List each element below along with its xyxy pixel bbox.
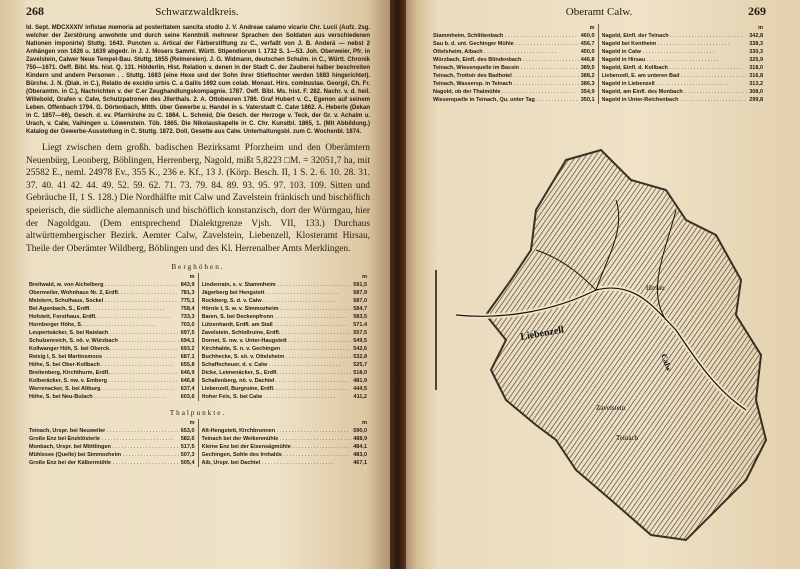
unit-label: m	[189, 420, 195, 427]
table-row	[202, 321, 368, 329]
place-name: Schulzenreich, S. nö. v. Würzbach . . .	[29, 337, 179, 345]
table-row	[29, 345, 195, 353]
elevation-value: 525,7	[353, 362, 367, 369]
elevation-value: 456,7	[580, 41, 595, 47]
table-row	[29, 305, 195, 313]
elevation-value: 299,8	[749, 97, 763, 103]
elevation-table	[430, 24, 766, 104]
table-row	[202, 369, 368, 377]
table-row	[29, 377, 195, 385]
elevation-value: 582,6	[180, 436, 195, 443]
elevation-value: 325,9	[749, 57, 763, 63]
unit-label: m	[758, 25, 763, 31]
bibliography-text: Id. Sept. MDCXXXIV infistae memoria ad posteritatem sancita studio J. V. Andreae calamo vicario Chr. Lucii (Aufz. 2sg. welcher der Zerstörung anwohnte und durch seine Kenntniß mehrerer Sprachen den Soldaten aus verschiedenen Nationen imponirte) Stuttg. 1643. Puncten u. Artical der Färberstiftung zu C., verfaßt von J. B. Anderä — nebst 2 Anhängen von 1626 u. 1639 abgedr. in J. J. Mosers Samml. Württ. Stipendiorum I. 1732 S. 1—53. Joh. Oberweier, Pfr. in Zavelstein, Calwer Neue Tempel-Bau. Stuttg. 1655 (Reimereien). J. G. Widmann, deutschen Schulm. in C., Württ. Chronik 750—1671. Oeff. Bibl. Ms. hist. Q. 131. Hölderlin, Hist. Relation v. denen in der Stadt C. der Zauberei halber beschreiten Kindern und andern Personen . . Stuttg. 1683 (eine Hexe und der Sohn ihrer Stieftochter werden 1683 hingerichtet). Bürche. J. N. (Diak. in C.), Relatio de excidio urbis C. a Gallis 1692 cum colab. Monast. Hirs. combustae. Georgii, Ch. Fr. (Oberamtm. in C.), Nachrichten v. der C.er Zeughandlungskompagnie. 1787. Oeff. Bibl. Ms. hist. F. 282. Nachr. v. d. heil. Willebold, Grafen v. Calw, Schutzpatronen des Jllerthals. 2. A. Ottobeuren 1786. Graf Hubert v. C., Egenon auf seinem Leben. Offenbach 1794. G. Dörtenbach, Mitth. über Gewerbe u. Handel in s. Vaterstadt C. Calw 1862. A. Heberle (Dekan in C. 1857—66), Gesch. d. ev. Pfarrkirche zu C. 1864. L. Schmid, Die Gesch. der Herzoge v. Teck, der Gr. v. Achalm u. Urach, v. Calw, Vaihingen u. Löwenstein. Tüb. 1865. Die Nikolauskapelle in C. Chr. Kunstbl. 1865, 1. (Mit Abbildung.) Katalog der Gewerbe-Ausstellung in C. Stuttg. 1872. Doll, Gesette aus Calw. Unterhaltungsbl. zum C. Wochenbl. 1874.	[26, 25, 370, 135]
table-row	[433, 48, 595, 56]
table-row	[433, 96, 595, 104]
place-name: Meistern, Schulhaus, Sockel . . .	[29, 297, 179, 305]
place-name: Teinach, Wassersp. in Teinach . . .	[433, 80, 579, 88]
place-name: Hornberger Höhe, S. . . .	[29, 321, 179, 329]
place-name: Teinach, Trottoir des Badhotel . . .	[433, 72, 579, 80]
place-name: Teinach, Wiesenquelle im Bassin . . .	[433, 64, 579, 72]
elevation-value: 557,5	[353, 330, 367, 337]
left-page-content	[26, 4, 370, 467]
place-name: Obermeiler, Wohnhaus Nr. 2, Erdfl. . . .	[29, 289, 179, 297]
place-name: Liebenzell, E. am unteren Bad . . .	[602, 72, 748, 80]
elevation-value: 775,1	[180, 298, 195, 305]
elevation-value: 693,2	[180, 346, 195, 353]
right-page	[406, 0, 800, 569]
table-row	[202, 337, 368, 345]
elevation-value: 549,5	[353, 338, 367, 345]
map-label-liebenzell: Liebenzell	[519, 324, 565, 343]
elevation-value: 591,5	[353, 282, 367, 289]
table-row	[602, 32, 764, 40]
table-row	[202, 353, 368, 361]
place-name: Teinach bei der Weikenmühle . . .	[202, 435, 352, 443]
elevation-value: 587,9	[353, 290, 367, 297]
place-name: Stammheim, Schlittenbach . . .	[433, 32, 579, 40]
place-name: Monbach, Urspr. bei Möttlingen . . .	[29, 443, 179, 451]
place-name: Schaffscheuer, d. v. Calw . . .	[202, 361, 352, 369]
table-row	[29, 281, 195, 289]
table-row	[202, 345, 368, 353]
table-row	[29, 459, 195, 467]
table-row	[29, 361, 195, 369]
unit-label: m	[362, 420, 367, 427]
unit-label: m	[189, 274, 195, 281]
place-name: Dornet, S. nw. v. Unter-Haugstett . . .	[202, 337, 352, 345]
table-row	[433, 56, 595, 64]
place-name: Hoher Fels, S. bei Calw . . .	[202, 393, 352, 401]
map-label-teinach: Teinach	[616, 434, 639, 442]
elevation-value: 758,4	[180, 306, 195, 313]
table-row	[433, 32, 595, 40]
place-name: Ottelsheim, Aibach . . .	[433, 48, 579, 56]
table-row	[202, 443, 368, 451]
place-name: Nagold in Calw . . .	[602, 48, 748, 56]
place-name: Kirchhalde, S. n. v. Gechingen . . .	[202, 345, 352, 353]
place-name: Nagold, Einfl. d. Kollbach . . .	[602, 64, 748, 72]
unit-label: m	[362, 274, 367, 281]
elevation-value: 646,9	[180, 370, 195, 377]
table-row	[433, 72, 595, 80]
unit-label: m	[589, 25, 595, 31]
table-row	[433, 80, 595, 88]
place-name: Teinach, Urspr. bei Neuweiler . . .	[29, 427, 179, 435]
table-row	[29, 369, 195, 377]
table-row	[29, 297, 195, 305]
place-name: Nagold, ob der Thalmühle . . .	[433, 88, 579, 96]
running-head: Schwarzwaldkreis.	[155, 6, 239, 18]
place-name: Große Enz bei der Kälbermühle . . .	[29, 459, 179, 467]
running-head: Oberamt Calw.	[565, 6, 633, 18]
table-row	[202, 329, 368, 337]
table-row	[602, 96, 764, 104]
elevation-value: 542,6	[353, 346, 367, 353]
place-name: Lindenrain, s. v. Stammheim . . .	[202, 281, 352, 289]
place-name: Bei Agenbach, S., Erdfl. . . .	[29, 305, 179, 313]
place-name: Große Enz bei Enzklösterle . . .	[29, 435, 179, 443]
elevation-value: 354,9	[580, 89, 595, 95]
elevation-value: 694,1	[180, 338, 195, 345]
elevation-value: 584,7	[353, 306, 367, 313]
page-number: 269	[748, 4, 766, 18]
elevation-value: 460,0	[580, 33, 595, 39]
table-row	[202, 393, 368, 401]
place-name: Kollwanger Höh, S. bei Oberck. . . .	[29, 345, 179, 353]
elevation-value: 507,3	[180, 452, 195, 459]
place-name: Nagold bei Kentheim . . .	[602, 40, 748, 48]
district-map	[416, 140, 786, 560]
place-name: Aib, Urspr. bei Dachtel . . .	[202, 459, 352, 467]
place-name: Nagold in Liebenzell . . .	[602, 80, 748, 88]
place-name: Jägerberg bei Hengstett . . .	[202, 289, 352, 297]
elevation-value: 316,8	[749, 73, 763, 79]
place-name: Breitenberg, Kirchthurm, Erdfl. . . .	[29, 369, 179, 377]
place-name: Leupertsäcker, S. bei Naislach . . .	[29, 329, 179, 337]
elevation-value: 518,0	[353, 370, 367, 377]
table-row	[602, 48, 764, 56]
table-row	[202, 361, 368, 369]
place-name: Lützenhardt, Erdfl. am Stall . . .	[202, 321, 352, 329]
place-name: Ruckberg, S. d. v. Calw . . .	[202, 297, 352, 305]
place-name: Würzbach, Einfl. des Blindenbach . . .	[433, 56, 579, 64]
table-row	[202, 297, 368, 305]
elevation-value: 411,2	[353, 394, 367, 401]
elevation-value: 517,5	[180, 444, 195, 451]
elevation-value: 843,9	[180, 282, 195, 289]
left-page	[0, 0, 390, 569]
elevation-value: 505,4	[180, 460, 195, 467]
place-name: Liebenzell, Burgruine, Erdfl. . . .	[202, 385, 352, 393]
elevation-value: 483,0	[353, 452, 367, 459]
district-outline	[486, 150, 766, 540]
table-row	[433, 88, 595, 96]
elevation-value: 338,3	[749, 41, 763, 47]
place-name: Gechingen, Sohle des Irnhalds . . .	[202, 451, 352, 459]
place-name: Nagold, am Einfl. des Monbach . . .	[602, 88, 748, 96]
elevation-value: 590,0	[353, 428, 367, 435]
elevation-value: 781,3	[180, 290, 195, 297]
table-row	[202, 385, 368, 393]
table-row	[29, 329, 195, 337]
elevation-value: 532,8	[353, 354, 367, 361]
elevation-value: 308,0	[749, 89, 763, 95]
table-row	[202, 305, 368, 313]
place-name: Alt-Hengstett, Kirchbrunnen . . .	[202, 427, 352, 435]
table-row	[29, 337, 195, 345]
table-row	[202, 289, 368, 297]
place-name: Hofstett, Forsthaus, Erdfl. . . .	[29, 313, 179, 321]
elevation-value: 488,9	[353, 436, 367, 443]
elevation-value: 583,5	[353, 314, 367, 321]
place-name: Schallenberg, nö. v. Dachtel . . .	[202, 377, 352, 385]
table-row	[29, 289, 195, 297]
place-name: Baren, S. bei Deckenpfronn . . .	[202, 313, 352, 321]
elevation-value: 386,3	[580, 81, 595, 87]
book-spine	[390, 0, 406, 569]
table-row	[29, 393, 195, 401]
elevation-value: 653,0	[180, 428, 195, 435]
elevation-value: 444,5	[353, 386, 367, 393]
table-row	[433, 64, 595, 72]
place-name: Sau b. d. unt. Gechinger Mühle . . .	[433, 40, 579, 48]
elevation-value: 313,2	[749, 81, 763, 87]
place-name: Buchhecke, S. sö. v. Ottelsheim . . .	[202, 353, 352, 361]
elevation-value: 587,0	[353, 298, 367, 305]
elevation-value: 733,3	[180, 314, 195, 321]
thalpunkte-table	[26, 419, 370, 467]
elevation-value: 350,1	[580, 97, 595, 103]
place-name: Kleine Enz bei der Eisensägmühle . . .	[202, 443, 352, 451]
map-label-hirsau: Hirsau	[646, 284, 665, 292]
place-name: Zavelstein, Schloßruine, Erdfl. . . .	[202, 329, 352, 337]
table-row	[202, 313, 368, 321]
table-row	[29, 313, 195, 321]
left-running-header	[26, 4, 370, 22]
table-row	[29, 321, 195, 329]
table-row	[29, 353, 195, 361]
section-title-thalpunkte: Thalpunkte.	[169, 409, 227, 418]
elevation-value: 330,3	[749, 49, 763, 55]
table-row	[433, 40, 595, 48]
table-row	[602, 72, 764, 80]
elevation-value: 655,8	[180, 362, 195, 369]
table-row	[602, 56, 764, 64]
elevation-value: 697,5	[180, 330, 195, 337]
place-name: Höhe, S. bei Neu-Bulach . . .	[29, 393, 179, 401]
place-name: Dicke, Leimenäcker, S., Erdfl. . . .	[202, 369, 352, 377]
elevation-value: 318,0	[749, 65, 763, 71]
elevation-value: 646,8	[180, 378, 195, 385]
place-name: Werrenacker, S. bei Altburg . . .	[29, 385, 179, 393]
elevation-value: 571,4	[353, 322, 367, 329]
right-page-content	[430, 4, 766, 104]
map-label-calw: Calw	[659, 352, 674, 373]
elevation-value: 481,9	[353, 378, 367, 385]
place-name: Wiesenquelle in Teinach, Qu. unter Tag . . .	[433, 96, 579, 104]
place-name: Reisig I, S. bei Martinsmoos . . .	[29, 353, 179, 361]
place-name: Breitwald, w. von Aichelberg . . .	[29, 281, 179, 289]
elevation-value: 388,2	[580, 73, 595, 79]
place-name: Nagold in Unter-Reichenbach . . .	[602, 96, 748, 104]
table-row	[602, 40, 764, 48]
table-row	[29, 451, 195, 459]
elevation-value: 484,1	[353, 444, 367, 451]
table-row	[202, 281, 368, 289]
berghoehen-table	[26, 273, 370, 401]
table-row	[202, 451, 368, 459]
table-row	[29, 385, 195, 393]
table-row	[602, 88, 764, 96]
table-row	[602, 80, 764, 88]
elevation-value: 637,4	[180, 386, 195, 393]
table-row	[602, 64, 764, 72]
place-name: Nagold, Einfl. der Teinach . . .	[602, 32, 748, 40]
place-name: Kolberäcker, S. nw. v. Emberg . . .	[29, 377, 179, 385]
table-row	[202, 427, 368, 435]
place-name: Hörnle I, S. w. v. Simmozheim . . .	[202, 305, 352, 313]
place-name: Höhe, S. bei Ober-Kollbach . . .	[29, 361, 179, 369]
section-title-berghoehen: Berghöhen.	[171, 263, 225, 272]
main-paragraph: Liegt zwischen dem großh. badischen Bezirksamt Pforzheim und den Oberämtern Neuenbürg, Leonberg, Böblingen, Herrenberg, Nagold, mißt 5,8223 □M. = 32051,7 ha, mit 25582 E., neml. 24978 Ev., 355 K., 236 e. Kf., 13 J. (Körp. Besch. II, 1 S. 2. 6. 10. 28. 31. 37. 40. 41 42. 44. 49. 52. 59. 62. 71. 73. 79. 84. 89. 93. 95. 97. 103. 109. Sitten und Gebräuche II, 1 S. 128.) Die Nordhälfte mit Calw und Zavelstein fränkisch und bischöflich speierisch, die südliche alemannisch und bischöflich konstanzisch, dort der Würmgau, hier der Nagoldgau. (Dem entsprechend Dialektgrenze Vjsh. VII, 133.) Durchaus altwürttembergischer Bezirk. Aemter Calw, Zavelstein, Liebenzell, Klosteramt Hirsau, Theile der Oberämter Wildberg, Böblingen und des Kl. Herrenalber Amts Merklingen.	[26, 143, 370, 254]
elevation-value: 467,1	[353, 460, 367, 467]
table-row	[29, 435, 195, 443]
page-number: 268	[26, 4, 44, 18]
elevation-value: 342,8	[749, 33, 763, 39]
elevation-value: 446,8	[580, 57, 595, 63]
elevation-value: 603,6	[180, 394, 195, 401]
elevation-value: 389,5	[580, 65, 595, 71]
place-name: Mühlesee (Quelle) bei Simmozheim . . .	[29, 451, 179, 459]
table-row	[202, 435, 368, 443]
elevation-value: 450,0	[580, 49, 595, 55]
map-label-zavelstein: Zavelstein	[596, 404, 626, 412]
table-row	[202, 459, 368, 467]
place-name: Nagold in Hirsau . . .	[602, 56, 748, 64]
elevation-value: 687,1	[180, 354, 195, 361]
table-row	[29, 443, 195, 451]
elevation-value: 703,0	[180, 322, 195, 329]
right-running-header	[430, 4, 766, 22]
table-row	[29, 427, 195, 435]
table-row	[202, 377, 368, 385]
